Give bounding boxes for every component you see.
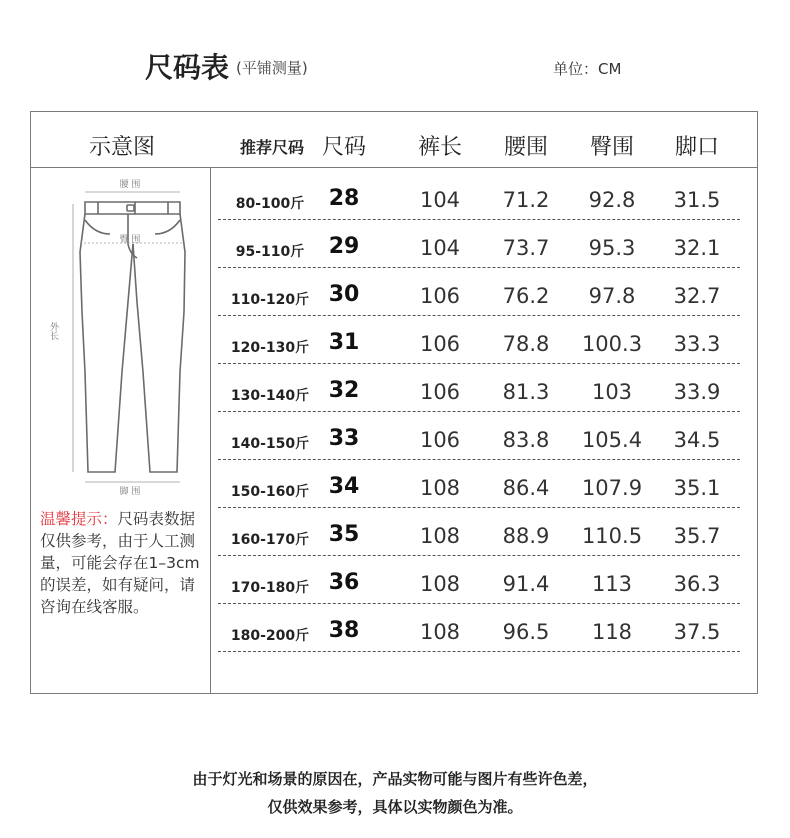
row-weight: 160-170斤 xyxy=(230,532,310,548)
row-divider xyxy=(218,219,740,220)
row-length: 108 xyxy=(419,572,461,596)
row-weight: 130-140斤 xyxy=(230,388,310,404)
row-hip: 107.9 xyxy=(581,476,643,500)
row-weight: 150-160斤 xyxy=(230,484,310,500)
row-waist: 81.3 xyxy=(502,380,550,404)
row-waist: 88.9 xyxy=(502,524,550,548)
footer-line-1: 由于灯光和场景的原因在，产品实物可能与图片有些许色差， xyxy=(192,770,598,788)
row-weight: 170-180斤 xyxy=(230,580,310,596)
diagram-label-waist: 腰 围 xyxy=(119,180,141,190)
row-size: 38 xyxy=(328,618,360,643)
table-row xyxy=(0,422,790,470)
row-divider xyxy=(218,603,740,604)
row-hem: 37.5 xyxy=(673,620,721,644)
column-header-hem: 脚口 xyxy=(674,135,720,160)
row-size: 30 xyxy=(328,282,360,307)
row-size: 36 xyxy=(328,570,360,595)
row-weight: 95-110斤 xyxy=(235,244,305,260)
row-hem: 34.5 xyxy=(673,428,721,452)
row-hip: 92.8 xyxy=(588,188,636,212)
table-row xyxy=(0,374,790,422)
row-length: 104 xyxy=(419,236,461,260)
table-row xyxy=(0,230,790,278)
row-size: 33 xyxy=(328,426,360,451)
table-row xyxy=(0,566,790,614)
row-weight: 80-100斤 xyxy=(235,196,305,212)
tips-text: 尺码表数据仅供参考，由于人工测量，可能会存在1–3cm的误差，如有疑问，请咨询在线客服。 xyxy=(40,510,200,616)
table-row xyxy=(0,470,790,518)
row-hip: 95.3 xyxy=(588,236,636,260)
row-hip: 110.5 xyxy=(581,524,643,548)
row-hip: 97.8 xyxy=(588,284,636,308)
row-hip: 113 xyxy=(591,572,633,596)
row-weight: 180-200斤 xyxy=(230,628,310,644)
row-waist: 83.8 xyxy=(502,428,550,452)
row-divider xyxy=(218,411,740,412)
row-hem: 36.3 xyxy=(673,572,721,596)
row-hem: 35.1 xyxy=(673,476,721,500)
row-hem: 35.7 xyxy=(673,524,721,548)
diagram-label-outer-length: 外长 xyxy=(48,322,58,340)
row-hem: 33.3 xyxy=(673,332,721,356)
row-hem: 32.1 xyxy=(673,236,721,260)
row-length: 108 xyxy=(419,620,461,644)
column-header-length: 裤长 xyxy=(417,135,463,160)
row-divider xyxy=(218,267,740,268)
row-divider xyxy=(218,651,740,652)
row-hip: 100.3 xyxy=(581,332,643,356)
column-header-recommended: 推荐尺码 xyxy=(239,138,305,157)
row-weight: 140-150斤 xyxy=(230,436,310,452)
row-waist: 71.2 xyxy=(502,188,550,212)
row-waist: 91.4 xyxy=(502,572,550,596)
row-weight: 120-130斤 xyxy=(230,340,310,356)
row-hem: 31.5 xyxy=(673,188,721,212)
row-length: 106 xyxy=(419,380,461,404)
row-divider xyxy=(218,459,740,460)
unit-label: 单位：CM xyxy=(553,60,622,78)
row-size: 32 xyxy=(328,378,360,403)
table-row xyxy=(0,518,790,566)
row-divider xyxy=(218,507,740,508)
row-waist: 96.5 xyxy=(502,620,550,644)
column-header-waist: 腰围 xyxy=(503,135,549,160)
row-divider xyxy=(218,363,740,364)
header-divider xyxy=(30,167,758,168)
row-waist: 78.8 xyxy=(502,332,550,356)
row-hem: 32.7 xyxy=(673,284,721,308)
row-size: 28 xyxy=(328,186,360,211)
row-hem: 33.9 xyxy=(673,380,721,404)
row-hip: 105.4 xyxy=(581,428,643,452)
column-header-size: 尺码 xyxy=(321,135,367,160)
row-waist: 73.7 xyxy=(502,236,550,260)
row-length: 106 xyxy=(419,428,461,452)
row-size: 29 xyxy=(328,234,360,259)
footer-line-2: 仅供效果参考，具体以实物颜色为准。 xyxy=(267,798,523,816)
row-hip: 103 xyxy=(591,380,633,404)
column-header-diagram: 示意图 xyxy=(88,135,156,160)
row-divider xyxy=(218,555,740,556)
column-header-hip: 臀围 xyxy=(589,135,635,160)
page-subtitle: (平铺测量) xyxy=(236,59,308,77)
row-length: 108 xyxy=(419,524,461,548)
row-size: 35 xyxy=(328,522,360,547)
table-row xyxy=(0,278,790,326)
row-weight: 110-120斤 xyxy=(230,292,310,308)
page-title: 尺码表 xyxy=(145,51,230,84)
table-row xyxy=(0,326,790,374)
row-length: 104 xyxy=(419,188,461,212)
row-hip: 118 xyxy=(591,620,633,644)
row-length: 106 xyxy=(419,332,461,356)
row-divider xyxy=(218,315,740,316)
row-length: 108 xyxy=(419,476,461,500)
row-size: 31 xyxy=(328,330,360,355)
row-waist: 76.2 xyxy=(502,284,550,308)
diagram-label-hip: 臀 围 xyxy=(119,235,141,245)
table-row xyxy=(0,614,790,662)
row-length: 106 xyxy=(419,284,461,308)
tips-label: 温馨提示： xyxy=(40,510,118,528)
diagram-label-hem: 脚 围 xyxy=(119,487,141,497)
row-size: 34 xyxy=(328,474,360,499)
table-row xyxy=(0,182,790,230)
row-waist: 86.4 xyxy=(502,476,550,500)
